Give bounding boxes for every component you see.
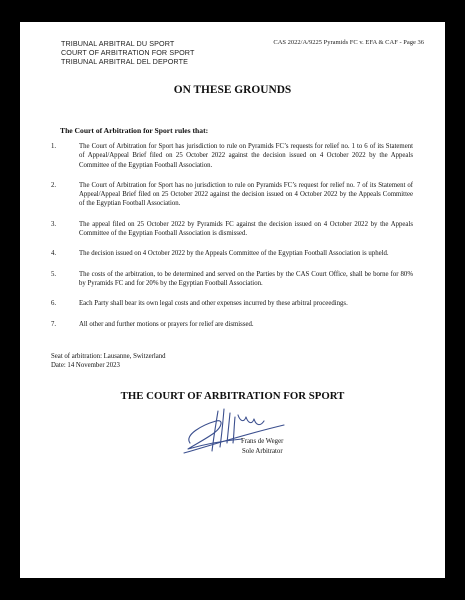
header-org-line: COURT OF ARBITRATION FOR SPORT: [61, 48, 195, 58]
ruling-number: 7.: [51, 320, 57, 328]
arbitrator-role: Sole Arbitrator: [242, 448, 283, 455]
rulings-list: [51, 142, 413, 340]
ruling-number: 3.: [51, 220, 57, 228]
document-page: [20, 22, 445, 578]
ruling-number: 4.: [51, 250, 57, 258]
ruling-text: All other and further motions or prayers for relief are dismissed.: [79, 320, 254, 328]
case-reference: CAS 2022/A/9225 Pyramids FC v. EFA & CAF - Page 36: [273, 39, 424, 46]
arbitrator-name: Frans de Weger: [241, 438, 284, 445]
ruling-item: [51, 299, 413, 308]
ruling-number: 1.: [51, 143, 57, 150]
ruling-text: The appeal filed on 25 October 2022 by Pyramids FC against the decision issued on 4 October 2022 by the Appeals Committee of the Egyptian Football Association is dismissed.: [79, 220, 413, 238]
cas-header-block: [61, 39, 194, 67]
ruling-item: [51, 270, 413, 289]
ruling-text: The costs of the arbitration, to be determined and served on the Parties by the CAS Court Office, shall be borne for 80% by Pyramids FC and for 20% by the Egyptian Football Association.: [79, 270, 413, 287]
page-title: ON THESE GROUNDS: [173, 84, 292, 96]
ruling-text: The Court of Arbitration for Sport has jurisdiction to rule on Pyramids FC’s requests for relief no. 1 to 6 of its Statement of Appeal/Appeal Brief filed on 25 October 2022 against the decision issued on 4 October 2022 by the Appeals Committee of the Egyptian Football Association.: [79, 143, 413, 169]
ruling-number: 2.: [51, 181, 57, 189]
seat-of-arbitration: Seat of arbitration: Lausanne, Switzerland: [51, 353, 166, 360]
ruling-text: The decision issued on 4 October 2022 by the Appeals Committee of the Egyptian Football Association is upheld.: [79, 250, 389, 258]
ruling-number: 6.: [51, 300, 57, 308]
header-org-line: TRIBUNAL ARBITRAL DU SPORT: [61, 39, 175, 48]
ruling-item: [51, 320, 413, 329]
ruling-text: Each Party shall bear its own legal costs and other expenses incurred by these arbitral proceedings.: [79, 300, 348, 308]
ruling-item: [51, 142, 413, 170]
rulings-intro: The Court of Arbitration for Sport rules that:: [60, 126, 209, 135]
seat-date-block: [51, 352, 166, 371]
ruling-item: [51, 181, 413, 209]
ruling-item: [51, 220, 413, 239]
ruling-item: [51, 249, 413, 258]
ruling-number: 5.: [51, 270, 57, 278]
header-org-line: TRIBUNAL ARBITRAL DEL DEPORTE: [61, 57, 188, 67]
court-name: THE COURT OF ARBITRATION FOR SPORT: [120, 390, 345, 402]
decision-date: Date: 14 November 2023: [51, 362, 120, 370]
ruling-text: The Court of Arbitration for Sport has no jurisdiction to rule on Pyramids FC’s request for relief no. 7 of its Statement of Appeal/Appeal Brief filed on 25 October 2022 against the decision issued on 4 October 2022 by the Appeals Committee of the Egyptian Football Association.: [79, 181, 413, 208]
